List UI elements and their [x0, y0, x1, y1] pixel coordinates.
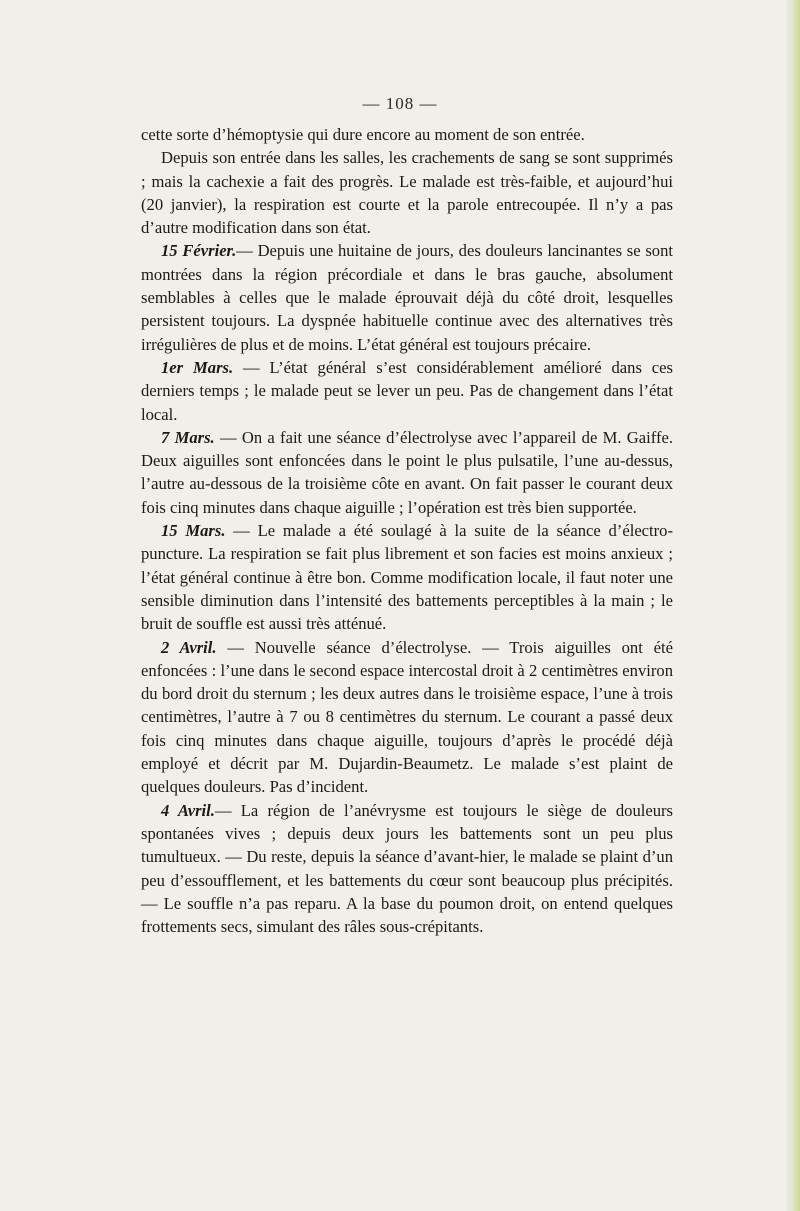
entry-date: 7 Mars. [161, 427, 215, 447]
paragraph [141, 123, 673, 146]
paragraph [141, 146, 673, 239]
paragraph-text: — L’état général s’est considérablement amélioré dans ces derniers temps ; le malade peut se lever un peu. Pas de changement dans l’état local. [141, 357, 673, 424]
paragraph [141, 356, 673, 426]
entry-date: 2 Avril. [161, 637, 217, 657]
paragraph-text: cette sorte d’hémoptysie qui dure encore au moment de son entrée. [141, 125, 585, 144]
entry-date: 4 Avril. [161, 800, 215, 820]
paragraph-text: — Le malade a été soulagé à la suite de la séance d’électro-puncture. La respiration se fait plus librement et son facies est moins anxieux ; l’état général continue à être bon. Comme modification locale, il faut noter une sensible diminution dans l’intensité des battements perceptibles à la main ; le bruit de souffle est aussi très atténué. [141, 521, 674, 634]
paragraph [141, 519, 673, 635]
entry-date: 15 Février. [161, 241, 237, 261]
entry-date: 1er Mars. [161, 357, 234, 377]
paragraph-text: — La région de l’anévrysme est toujours le siège de douleurs spontanées vives ; depuis deux jours les battements sont un peu plus tumultueux. — Du reste, depuis la séance d’avant-hier, le malade se plaint d’un peu d’essoufflement, et les battements du cœur sont beaucoup plus précipités. — Le souffle n’a pas reparu. A la base du poumon droit, on entend quelques frottements secs, simulant des râles sous-crépitants. [141, 800, 673, 937]
paragraph [141, 426, 673, 519]
paragraph-text: Depuis son entrée dans les salles, les crachements de sang se sont supprimés ; mais la cachexie a fait des progrès. Le malade est très-faible, et aujourd’hui (20 janvier), la respiration est courte et la parole entrecoupée. Il n’y a pas d’autre modification dans son état. [141, 148, 673, 238]
paragraph-text: — Depuis une huitaine de jours, des douleurs lancinantes se sont montrées dans la région précordiale et dans le bras gauche, absolument semblables à celles que le malade éprouvait déjà du côté droit, lesquelles persistent toujours. La dyspnée habituelle continue avec des alternatives très irrégulières de plus et de moins. L’état général est toujours précaire. [141, 241, 673, 354]
page-number: — 108 — [362, 94, 438, 113]
paragraph-text: — Nouvelle séance d’électrolyse. — Trois aiguilles ont été enfoncées : l’une dans le second espace intercostal droit à 2 centimètres environ du bord droit du sternum ; les deux autres dans le troisième espace, l’une à trois centimètres, l’autre à 7 ou 8 centimètres du sternum. Le courant a passé deux fois cinq minutes dans chaque aiguille, toujours d’après le procédé déjà employé et décrit par M. Dujardin-Beaumetz. Le malade s’est plaint de quelques douleurs. Pas d’incident. [141, 637, 673, 797]
paragraph [141, 636, 673, 799]
page-edge [786, 0, 800, 1211]
paragraph [141, 239, 673, 355]
paragraph-text: — On a fait une séance d’électrolyse avec l’appareil de M. Gaiffe. Deux aiguilles sont enfoncées dans le point le plus pulsatile, l’une au-dessus, l’autre au-dessous de la troisième côte en avant. On fait passer le courant deux fois cinq minutes dans chaque aiguille ; l’opération est très bien supportée. [141, 427, 674, 517]
paragraph [141, 799, 673, 939]
page-text [141, 123, 673, 938]
entry-date: 15 Mars. [161, 521, 226, 541]
